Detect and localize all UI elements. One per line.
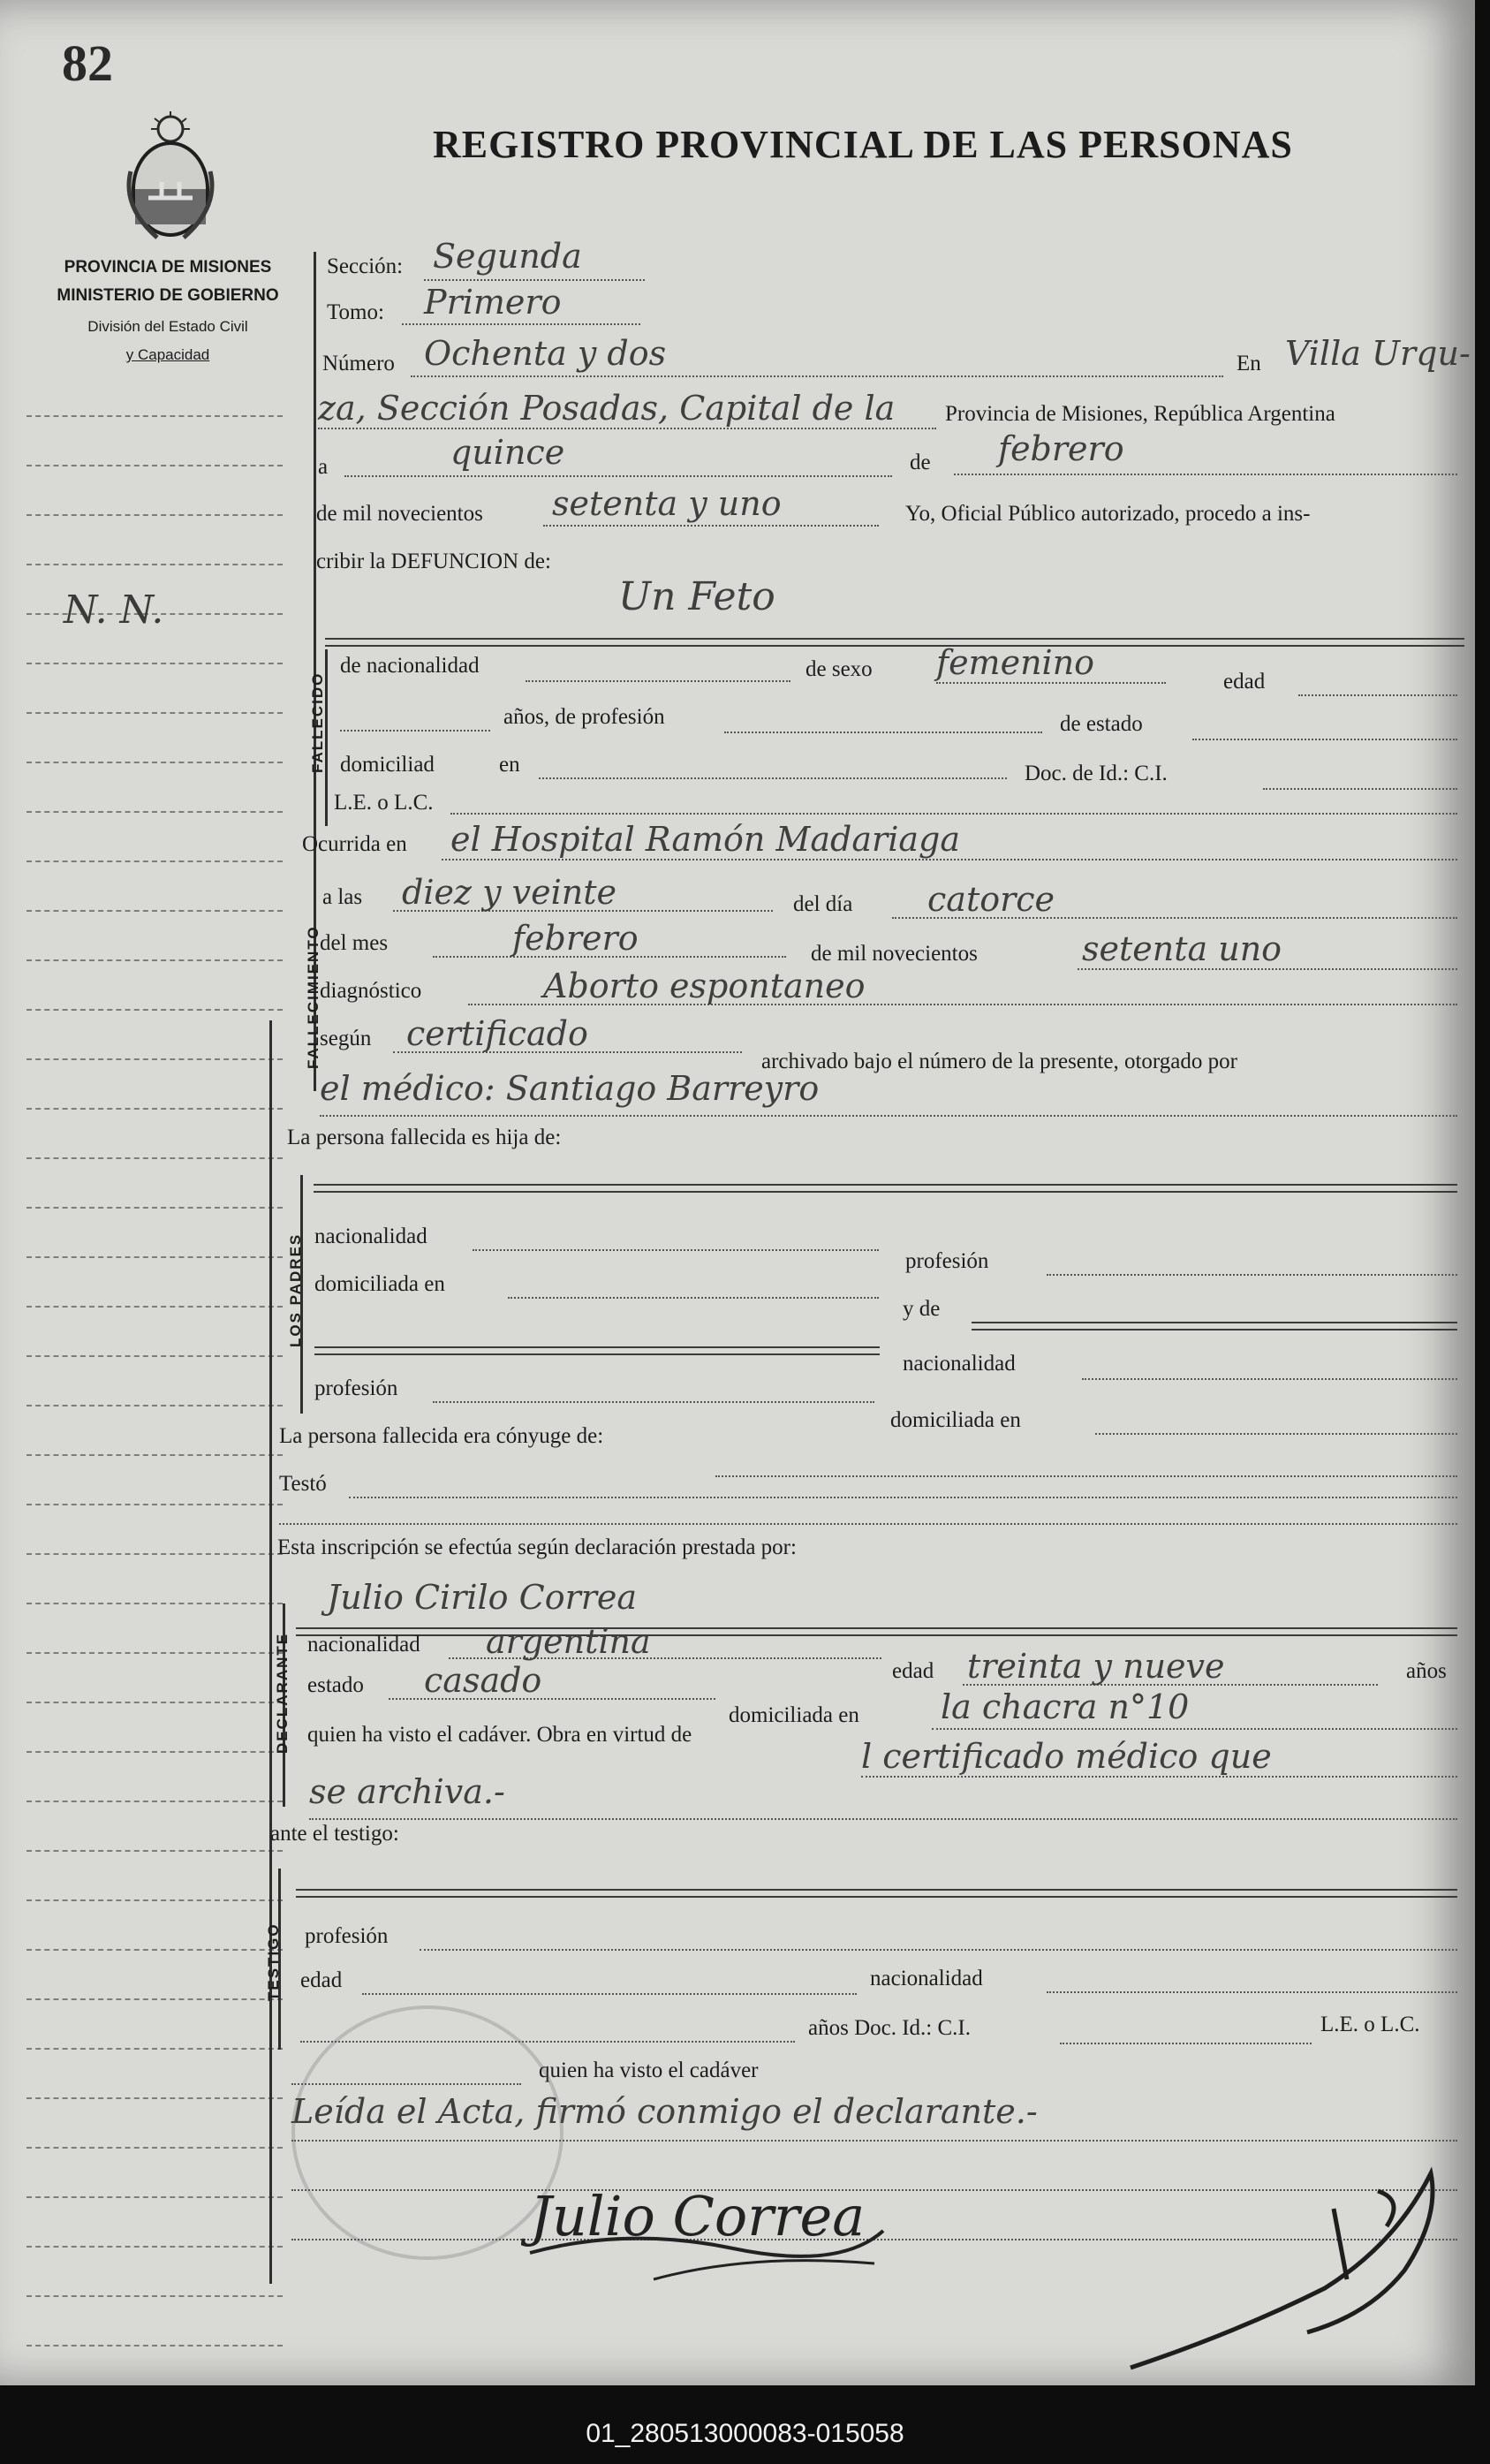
declarante-archiva-value: se archiva.- <box>309 1772 505 1811</box>
testigo-nacionalidad-label: nacionalidad <box>870 1967 983 1990</box>
en-label: En <box>1237 352 1261 375</box>
section-testigo: TESTIGO <box>265 1922 282 2001</box>
anio-value: setenta uno <box>1082 929 1282 968</box>
margin-line <box>26 1652 283 1654</box>
year-value: setenta y uno <box>552 484 782 523</box>
margin-line <box>26 2345 283 2346</box>
testigo-anos-doc-label: años Doc. Id.: C.I. <box>808 2016 971 2040</box>
section-fallecido: FALLECIDO <box>309 671 326 773</box>
domicilio-en-label: en <box>499 753 520 777</box>
margin-line <box>26 811 283 813</box>
declarant-signature <box>521 2147 892 2288</box>
declarante-edad-value: treinta y nueve <box>967 1647 1225 1686</box>
padre-domicilio-label: domiciliada en <box>314 1272 445 1296</box>
margin-line <box>26 1949 283 1951</box>
margin-line <box>26 1256 283 1258</box>
coat-of-arms-icon <box>122 110 219 242</box>
margin-line <box>26 1405 283 1406</box>
margin-line <box>26 2048 283 2050</box>
madre-profesion-label: profesión <box>314 1376 398 1400</box>
testo-label: Testó <box>279 1472 327 1496</box>
y-de-label: y de <box>903 1297 941 1321</box>
ocurrida-value: el Hospital Ramón Madariaga <box>450 820 960 859</box>
margin-line <box>26 712 283 714</box>
testigo-le-lc-label: L.E. o L.C. <box>1320 2013 1420 2036</box>
testigo-cadaver-label: quien ha visto el cadáver <box>539 2058 759 2082</box>
testigo-edad-label: edad <box>300 1968 343 1992</box>
segun-label: según <box>320 1027 372 1050</box>
margin-line <box>26 1504 283 1505</box>
estado-label: de estado <box>1060 712 1143 736</box>
edad-label: edad <box>1223 670 1266 694</box>
margin-line <box>26 1355 283 1357</box>
numero-label: Número <box>322 352 395 375</box>
hora-label: a las <box>322 885 363 909</box>
a-label: a <box>318 455 329 479</box>
declarante-estado-value: casado <box>424 1661 542 1700</box>
declarante-anos-label: años <box>1406 1659 1447 1683</box>
declarante-edad-label: edad <box>892 1659 934 1683</box>
margin-line <box>26 1603 283 1604</box>
padre-profesion-label: profesión <box>905 1249 989 1273</box>
section-declarante: DECLARANTE <box>274 1632 291 1754</box>
margin-line <box>26 1998 283 2000</box>
margin-line <box>26 663 283 664</box>
margin-line <box>26 1850 283 1852</box>
diagnostico-value: Aborto espontaneo <box>543 967 866 1005</box>
section-padres: LOS PADRES <box>287 1232 304 1347</box>
image-filename: 01_280513000083-015058 <box>586 2419 904 2448</box>
institution-capacity: y Capacidad <box>125 346 210 363</box>
margin-line <box>26 564 283 565</box>
padre-nacionalidad-label: nacionalidad <box>314 1224 427 1248</box>
institution-province: PROVINCIA DE MISIONES <box>64 258 272 277</box>
declarante-nacionalidad-value: argentina <box>486 1622 651 1661</box>
margin-line <box>26 1751 283 1753</box>
en-value: Villa Urqu- <box>1285 334 1471 373</box>
doc-id-label: Doc. de Id.: C.I. <box>1025 762 1168 785</box>
seccion-label: Sección: <box>327 254 404 278</box>
margin-line <box>26 2147 283 2149</box>
deceased-name: Un Feto <box>618 574 775 619</box>
mes-value: febrero <box>998 429 1124 468</box>
conyuge-label: La persona fallecida era cónyuge de: <box>279 1424 604 1448</box>
declarante-nacionalidad-label: nacionalidad <box>307 1633 420 1657</box>
margin-line <box>26 2246 283 2248</box>
declarante-domicilio-value: la chacra n°10 <box>941 1687 1190 1726</box>
main-border-lower <box>269 1020 272 2284</box>
madre-nacionalidad-label: nacionalidad <box>903 1352 1016 1376</box>
margin-line <box>26 1058 283 1060</box>
officer-signature <box>1113 2156 1448 2385</box>
declarante-intro: Esta inscripción se efectúa según declaración prestada por: <box>277 1535 797 1559</box>
institution-ministry: MINISTERIO DE GOBIERNO <box>57 286 279 305</box>
le-lc-label: L.E. o L.C. <box>334 791 434 815</box>
sexo-value: femenino <box>936 643 1095 682</box>
margin-line <box>26 1553 283 1555</box>
year-label: de mil novecientos <box>316 502 483 526</box>
declarante-estado-label: estado <box>307 1673 364 1697</box>
margin-line <box>26 910 283 912</box>
numero-value: Ochenta y dos <box>424 334 667 373</box>
margin-line <box>26 2196 283 2198</box>
mes-label: del mes <box>320 931 389 955</box>
declarante-cadaver-label: quien ha visto el cadáver. Obra en virtud de <box>307 1723 692 1747</box>
margin-line <box>26 415 283 417</box>
signature-text: Julio Correa <box>530 2184 866 2248</box>
margin-line <box>26 2097 283 2099</box>
section-fallecimiento: FALLECIMIENTO <box>305 925 321 1069</box>
tomo-value: Primero <box>424 283 562 322</box>
margin-line <box>26 1801 283 1802</box>
declarante-name: Julio Cirilo Correa <box>327 1578 638 1617</box>
madre-domicilio-label: domiciliada en <box>890 1408 1021 1432</box>
margin-line <box>26 2295 283 2297</box>
archivado-text: archivado bajo el número de la presente, otorgado por <box>761 1050 1237 1073</box>
nacionalidad-label: de nacionalidad <box>340 654 480 678</box>
anos-profesion-label: años, de profesión <box>503 705 665 729</box>
hija-label: La persona fallecida es hija de: <box>287 1126 562 1149</box>
tomo-label: Tomo: <box>327 300 384 324</box>
seccion-value: Segunda <box>433 237 582 276</box>
margin-line <box>26 1306 283 1308</box>
declarante-obra-value: l certificado médico que <box>861 1737 1272 1776</box>
anio-label: de mil novecientos <box>811 942 978 966</box>
de-label: de <box>910 451 931 474</box>
page-number: 82 <box>62 34 113 92</box>
margin-line <box>26 465 283 466</box>
diagnostico-label: diagnóstico <box>320 979 422 1003</box>
margin-line <box>26 861 283 862</box>
margin-line <box>26 1108 283 1110</box>
dia-value: quince <box>450 433 565 472</box>
closing-text: Leída el Acta, firmó conmigo el declarante.- <box>291 2092 1038 2131</box>
provincia-text: Provincia de Misiones, República Argentina <box>945 402 1335 426</box>
testigo-profesion-label: profesión <box>305 1924 389 1948</box>
declarante-domicilio-label: domiciliada en <box>729 1703 859 1727</box>
margin-line <box>26 1009 283 1011</box>
margin-line <box>26 762 283 763</box>
margin-line <box>26 1899 283 1901</box>
place-value: za, Sección Posadas, Capital de la <box>318 389 896 428</box>
hora-value: diez y veinte <box>402 873 616 912</box>
margin-line <box>26 1207 283 1209</box>
dia-value: catorce <box>927 880 1055 919</box>
margin-line <box>26 1157 283 1159</box>
medico-value: el médico: Santiago Barreyro <box>320 1069 820 1108</box>
register-title: REGISTRO PROVINCIAL DE LAS PERSONAS <box>433 123 1293 166</box>
dia-label: del día <box>793 892 853 916</box>
margin-line <box>26 1702 283 1703</box>
margin-line <box>26 1454 283 1456</box>
inscribir-text: cribir la DEFUNCION de: <box>316 550 551 573</box>
ocurrida-label: Ocurrida en <box>302 832 407 856</box>
margin-line <box>26 514 283 516</box>
margin-line <box>26 959 283 961</box>
institution-division: División del Estado Civil <box>87 318 248 335</box>
mes-value: febrero <box>512 919 639 958</box>
sexo-label: de sexo <box>806 657 873 681</box>
segun-value: certificado <box>406 1014 588 1053</box>
domiciliado-label: domiciliad <box>340 753 435 777</box>
margin-annotation: N. N. <box>64 588 164 633</box>
officer-text: Yo, Oficial Público autorizado, procedo a ins- <box>905 502 1311 526</box>
testigo-intro: ante el testigo: <box>270 1822 399 1846</box>
